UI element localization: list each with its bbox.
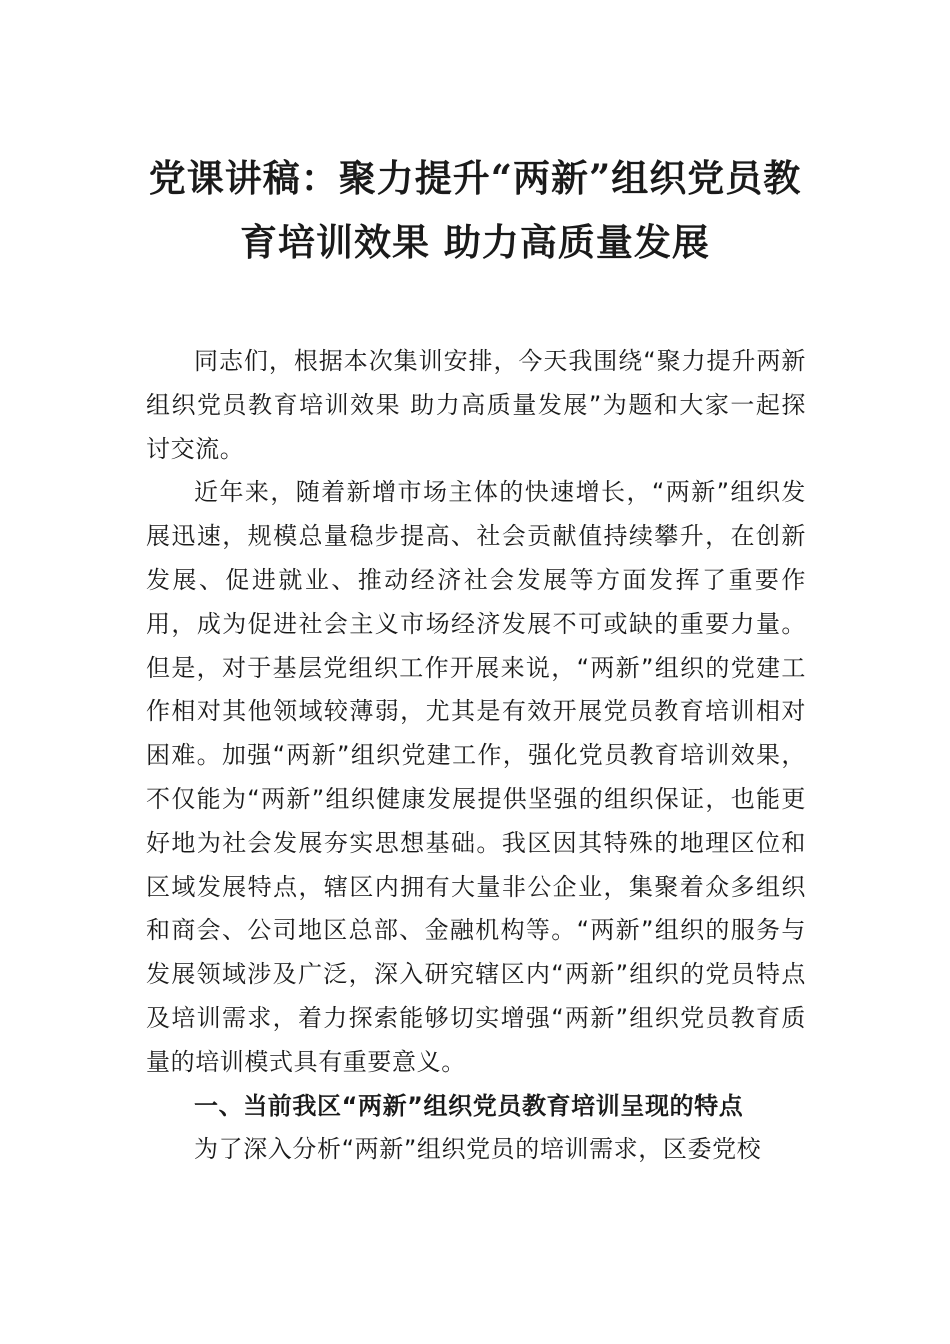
document-title-line-2: 育培训效果 助力高质量发展 [240, 220, 710, 264]
paragraph-background: 近年来，随着新增市场主体的快速增长，“两新”组织发展迅速，规模总量稳步提高、社会贡献值持续攀升，在创新发展、促进就业、推动经济社会发展等方面发挥了重要作用，成为促进社会主义市场经济发展不可或缺的重要力量。但是，对于基层党组织工作开展来说，“两新”组织的党建工作相对其他领域较薄弱，尤其是有效开展党员教育培训相对困难。加强“两新”组织党建工作，强化党员教育培训效果，不仅能为“两新”组织健康发展提供坚强的组织保证，也能更好地为社会发展夯实思想基础。我区因其特殊的地理区位和区域发展特点，辖区内拥有大量非公企业，集聚着众多组织和商会、公司地区总部、金融机构等。“两新”组织的服务与发展领域涉及广泛，深入研究辖区内“两新”组织的党员特点及培训需求，着力探索能够切实增强“两新”组织党员教育质量的培训模式具有重要意义。 [146, 478, 806, 1076]
document-body [146, 340, 806, 1172]
document-title-line-1: 党课讲稿：聚力提升“两新”组织党员教 [148, 156, 802, 200]
section-heading-1: 一、当前我区“两新”组织党员教育培训呈现的特点 [194, 1091, 744, 1120]
paragraph-intro: 同志们，根据本次集训安排，今天我围绕“聚力提升两新组织党员教育培训效果 助力高质量发展”为题和大家一起探讨交流。 [146, 347, 806, 463]
paragraph-section-1-start: 为了深入分析“两新”组织党员的培训需求，区委党校 [194, 1135, 762, 1164]
